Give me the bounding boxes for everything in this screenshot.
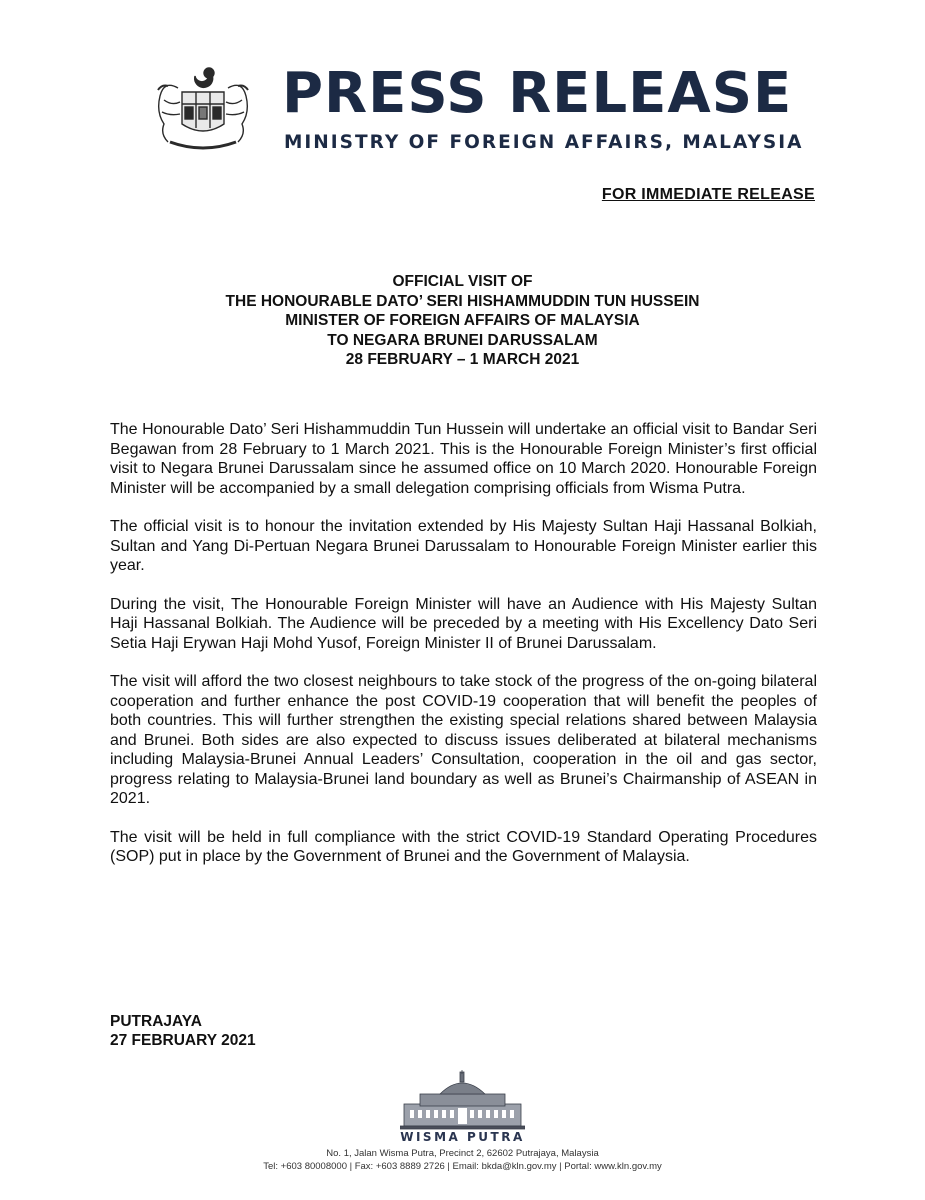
signoff [110, 1012, 256, 1050]
footer-contact: Tel: +603 80008000 | Fax: +603 8889 2726 | Email: bkda@kln.gov.my | Portal: www.kln.gov.my [263, 1161, 662, 1172]
paragraph: The visit will be held in full compliance with the strict COVID-19 Standard Operating Procedures (SOP) put in place by the Government of Brunei and the Government of Malaysia. [110, 828, 817, 865]
headline-line: THE HONOURABLE DATO’ SERI HISHAMMUDDIN TUN HUSSEIN [225, 292, 700, 310]
body-text [110, 420, 817, 886]
paragraph: During the visit, The Honourable Foreign Minister will have an Audience with His Majesty Sultan Haji Hassanal Bolkiah. The Audience will be preceded by a meeting with His Excellency Dato Seri Setia Haji Erywan Haji Mohd Yusof, Foreign Minister II of Brunei Darussalam. [110, 595, 817, 652]
footer-address: No. 1, Jalan Wisma Putra, Precinct 2, 62602 Putrajaya, Malaysia [326, 1148, 599, 1159]
signoff-date: 27 FEBRUARY 2021 [110, 1032, 256, 1049]
headline-line: TO NEGARA BRUNEI DARUSSALAM [327, 331, 598, 349]
headline-line: OFFICIAL VISIT OF [392, 273, 533, 290]
headline-line: MINISTER OF FOREIGN AFFAIRS OF MALAYSIA [285, 312, 640, 329]
paragraph: The official visit is to honour the invitation extended by His Majesty Sultan Haji Hassanal Bolkiah, Sultan and Yang Di-Pertuan Negara Brunei Darussalam to Honourable Foreign Minister earlier this year. [110, 518, 817, 574]
malaysia-coat-of-arms-icon [148, 62, 258, 158]
wisma-putra-building-icon [400, 1068, 525, 1130]
paragraph: The visit will afford the two closest neighbours to take stock of the progress of the on-going bilateral cooperation and further enhance the post COVID-19 cooperation that will benefit the peoples of both countries. This will further strengthen the existing special relations shared between Malaysia and Brunei. Both sides are also expected to discuss issues deliberated at bilateral mechanisms including Malaysia-Brunei Annual Leaders’ Consultation, cooperation in the oil and gas sector, progress relating to Malaysia-Brunei land boundary as well as Brunei’s Chairmanship of ASEAN in 2021. [110, 673, 817, 807]
immediate-release-label: FOR IMMEDIATE RELEASE [601, 186, 815, 203]
paragraph: The Honourable Dato’ Seri Hishammuddin Tun Hussein will undertake an official visit to Bandar Seri Begawan from 28 February to 1 March 2021. This is the Honourable Foreign Minister’s first official visit to Negara Brunei Darussalam since he assumed office on 10 March 2020. Honourable Foreign Minister will be accompanied by a small delegation comprising officials from Wisma Putra. [110, 421, 817, 497]
press-release-title: PRESS RELEASE [282, 61, 793, 126]
signoff-place: PUTRAJAYA [110, 1013, 202, 1030]
headline [0, 272, 925, 370]
headline-date: 28 FEBRUARY – 1 MARCH 2021 [345, 351, 580, 368]
ministry-subtitle: MINISTRY OF FOREIGN AFFAIRS, MALAYSIA [284, 132, 804, 153]
wisma-putra-label: WISMA PUTRA [400, 1130, 525, 1144]
